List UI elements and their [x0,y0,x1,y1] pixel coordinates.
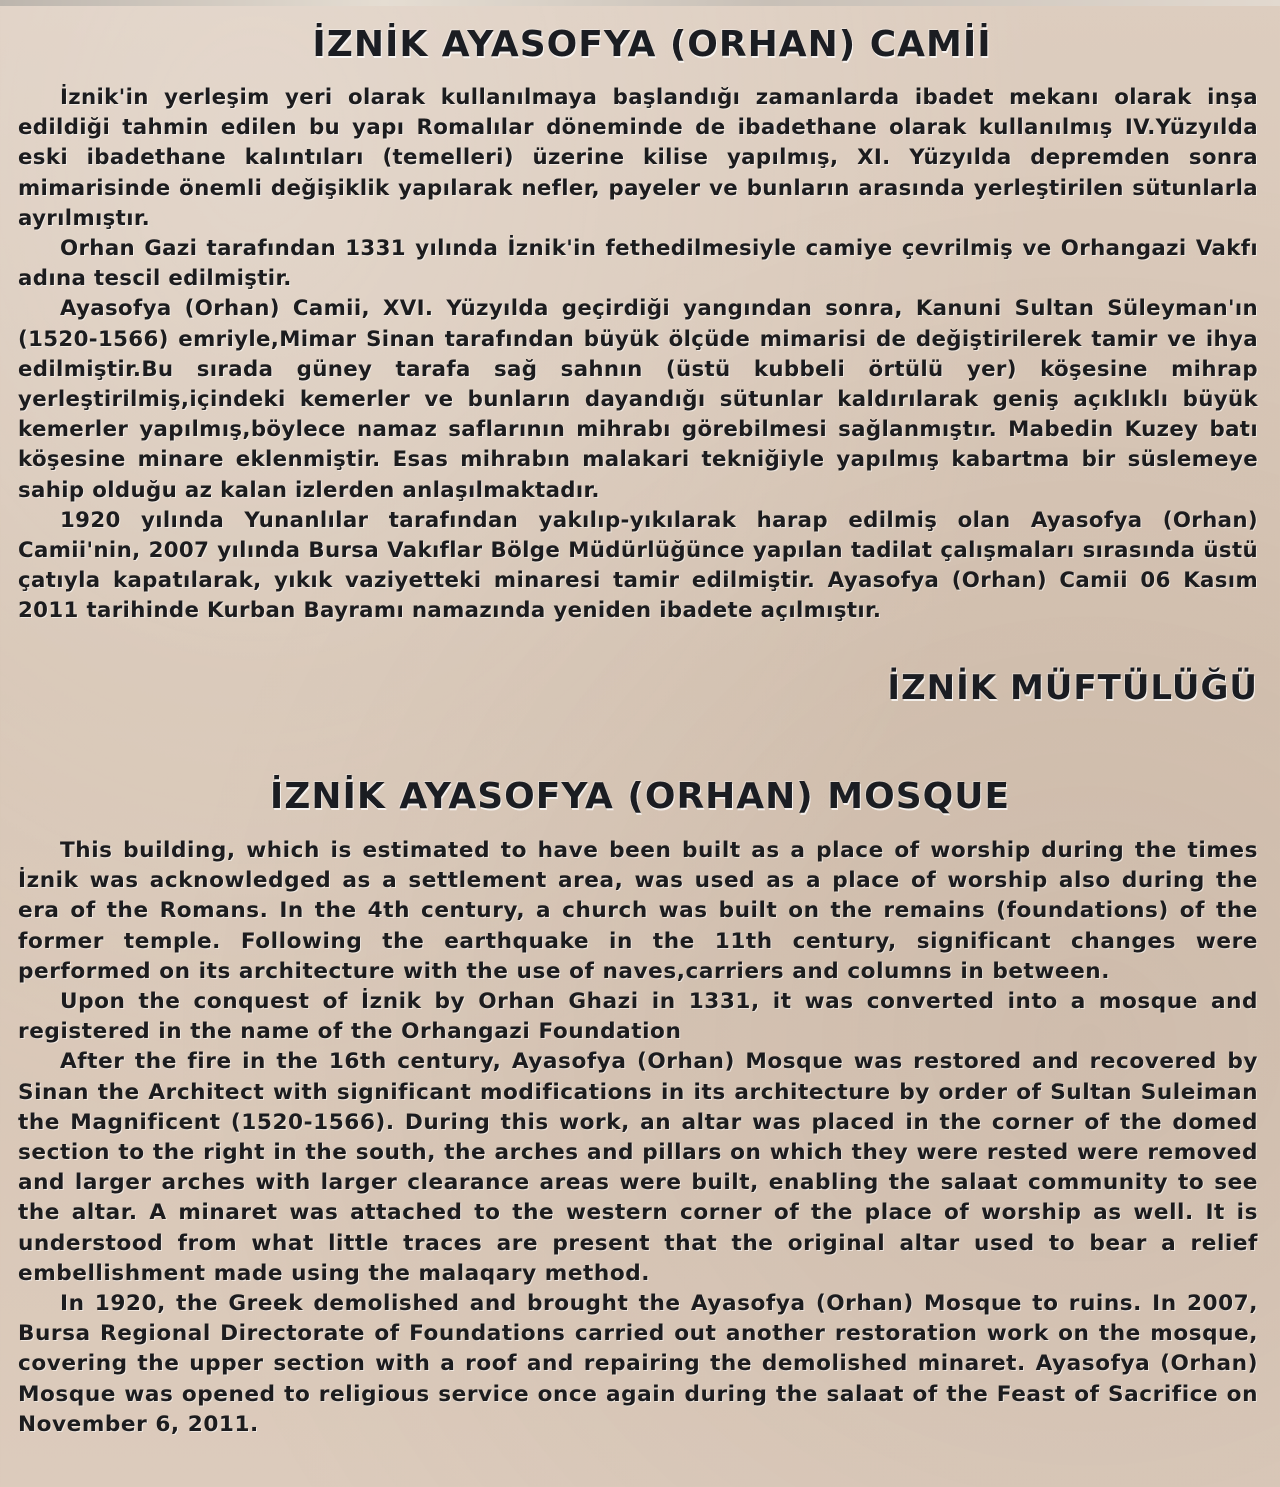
paragraph-tr-1: İznik'in yerleşim yeri olarak kullanılmaya başlandığı zamanlarda ibadet mekanı olarak inşa edildiği tahmin edilen bu yapı Romalılar döneminde de ibadethane olarak kullanılmış IV.Yüzyılda eski ibadethane kalıntıları (temelleri) üzerine kilise yapılmış, XI. Yüzyılda depremden sonra mimarisinde önemli değişiklik yapılarak nefler, payeler ve bunların arasında yerleştirilen sütunlarla ayrılmıştır. [18,85,1258,231]
paragraph-tr-3: Ayasofya (Orhan) Camii, XVI. Yüzyılda geçirdiği yangından sonra, Kanuni Sultan Süleyman'ın (1520-1566) emriyle,Mimar Sinan tarafından büyük ölçüde mimarisi de değiştirilerek tamir ve ihya edilmiştir.Bu sırada güney tarafa sağ sahnın (üstü kubbeli örtülü yer) köşesine mihrap yerleştirilmiş,içindeki kemerler ve bunların dayandığı sütunlar kaldırılarak geniş açıklıklı büyük kemerler yapılmış,böylece namaz saflarının mihrabı görebilmesi sağlanmıştır. Mabedin Kuzey batı köşesine minare eklenmiştir. Esas mihrabın malakari tekniğiyle yapılmış kabartma bir süslemeye sahip olduğu az kalan izlerden anlaşılmaktadır. [18,296,1258,503]
plaque-top-edge [0,0,1280,6]
text-section-english [18,836,1258,1440]
title-turkish: İZNİK AYASOFYA (ORHAN) CAMİİ [312,24,992,65]
title-english: İZNİK AYASOFYA (ORHAN) MOSQUE [269,776,1011,817]
text-section-turkish [18,83,1258,627]
paragraph-en-3: After the fire in the 16th century, Ayasofya (Orhan) Mosque was restored and recovered by Sinan the Architect with significant modifications in its architecture by order of Sultan Suleiman the Magnificent (1520-1566). During this work, an altar was placed in the corner of the domed section to the right in the south, the arches and pillars on which they were rested were removed and larger arches with larger clearance areas were built, enabling the salaat community to see the altar. A minaret was attached to the western corner of the place of worship as well. It is understood from what little traces are present that the original altar used to bear a relief embellishment made using the malaqary method. [18,1049,1258,1286]
paragraph-en-2: Upon the conquest of İznik by Orhan Ghazi in 1331, it was converted into a mosque and registered in the name of the Orhangazi Foundation [18,989,1258,1045]
mufti-office-signature: İZNİK MÜFTÜLÜĞÜ [887,668,1258,708]
paragraph-en-1: This building, which is estimated to have been built as a place of worship during the times İznik was acknowledged as a settlement area, was used as a place of worship also during the era of the Romans. In the 4th century, a church was built on the remains (foundations) of the former temple. Following the earthquake in the 11th century, significant changes were performed on its architecture with the use of naves,carriers and columns in between. [18,838,1258,984]
paragraph-tr-2: Orhan Gazi tarafından 1331 yılında İznik'in fethedilmesiyle camiye çevrilmiş ve Orhangazi Vakfı adına tescil edilmiştir. [18,236,1258,292]
paragraph-en-4: In 1920, the Greek demolished and brought the Ayasofya (Orhan) Mosque to ruins. In 2007, Bursa Regional Directorate of Foundations carried out another restoration work on the mosque, covering the upper section with a roof and repairing the demolished minaret. Ayasofya (Orhan) Mosque was opened to religious service once again during the salaat of the Feast of Sacrifice on November 6, 2011. [18,1291,1258,1437]
paragraph-tr-4: 1920 yılında Yunanlılar tarafından yakılıp-yıkılarak harap edilmiş olan Ayasofya (Orhan) Camii'nin, 2007 yılında Bursa Vakıflar Bölge Müdürlüğünce yapılan tadilat çalışmaları sırasında üstü çatıyla kapatılarak, yıkık vaziyetteki minaresi tamir edilmiştir. Ayasofya (Orhan) Camii 06 Kasım 2011 tarihinde Kurban Bayramı namazında yeniden ibadete açılmıştır. [18,507,1258,624]
